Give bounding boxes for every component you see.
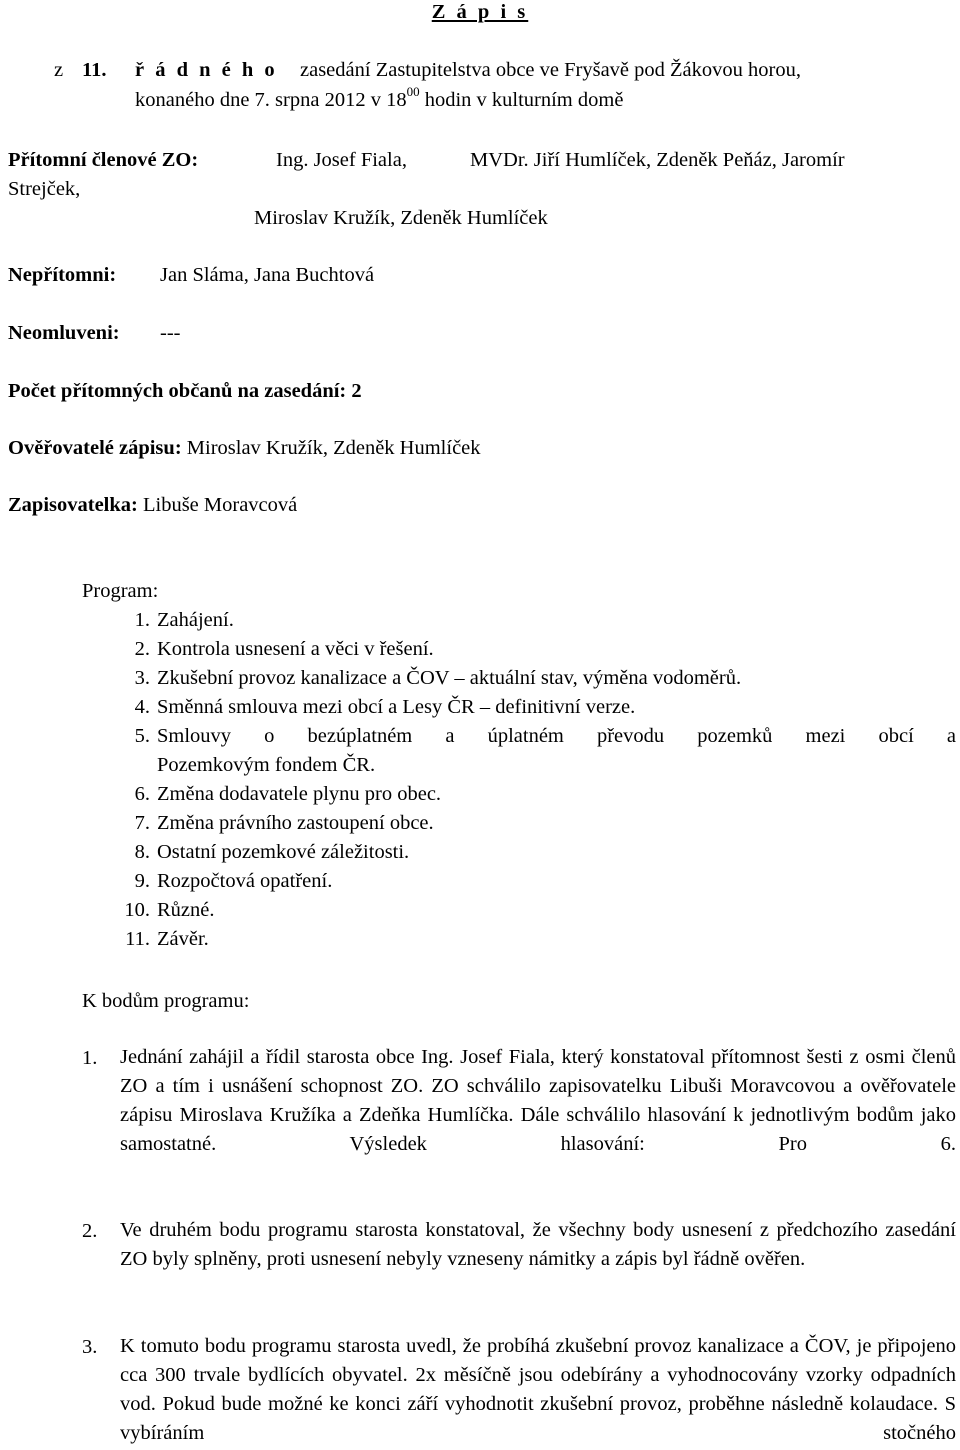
program-item-text: Ostatní pozemkové záležitosti. (157, 841, 410, 863)
verifiers-line (8, 436, 481, 460)
unexcused-label: Neomluveni: (8, 322, 120, 344)
absent-label: Nepřítomni: (8, 264, 117, 286)
header-radneho: ř á d n é h o (135, 59, 278, 81)
program-item-num: 9. (134, 870, 150, 892)
program-item-text: Různé. (157, 899, 215, 921)
point-text: Ve druhém bodu programu starosta konstatoval, že všechny body usnesení z předchozího zasedání ZO byly splněny, proti usnesení nebyly vzneseny námitky a zápis byl řádně ověřen. (120, 1219, 956, 1270)
point-text: Jednání zahájil a řídil starosta obce Ing. Josef Fiala, který konstatoval přítomnost šesti z osmi členů ZO a tím i usnášení schopnost ZO. ZO schválilo zapisovatelku Libuši Moravcovou a ověřovatele zápisu Miroslava Kružíka a Zdeňka Humlíčka. Dále schválilo hlasování k jednotlivým bodům jako samostatné. Výsledek hlasování: Pro 6. (120, 1046, 956, 1155)
program-item-text: Zahájení. (157, 609, 234, 631)
program-item-num: 10. (124, 899, 150, 921)
point-num: 3. (82, 1336, 98, 1358)
present-names-1: Ing. Josef Fiala, (276, 149, 407, 171)
program-item-text: Změna dodavatele plynu pro obec. (157, 783, 442, 805)
program-item-num: 2. (134, 638, 150, 660)
header-number: 11. (82, 59, 107, 81)
program-item-num: 8. (134, 841, 150, 863)
point-num: 2. (82, 1220, 98, 1242)
point-num: 1. (82, 1047, 98, 1069)
program-item-text: Smlouvy o bezúplatném a úplatném převodu pozemků mezi obcí a (157, 725, 956, 747)
program-item-text: Směnná smlouva mezi obcí a Lesy ČR – definitivní verze. (157, 696, 636, 718)
present-label: Přítomní členové ZO: (8, 149, 199, 171)
point-text: K tomuto bodu programu starosta uvedl, že probíhá zkušební provoz kanalizace a ČOV, je připojeno cca 300 trvale bydlících obyvatel. 2x měsíčně jsou odebírány a vyhodnocovány vzorky odpadních vod. Pokud bude možné ke konci září vyhodnotit zkušební provoz, proběhne následně kolaudace. S vybíráním stočného (120, 1335, 956, 1444)
program-item-text-cont: Pozemkovým fondem ČR. (157, 754, 376, 776)
header-z: z (54, 59, 64, 81)
present-names-2: MVDr. Jiří Humlíček, Zdeněk Peňáz, Jaromír (470, 149, 845, 171)
citizens-count: Počet přítomných občanů na zasedání: 2 (8, 380, 362, 402)
program-item-num: 1. (134, 609, 150, 631)
points-heading: K bodům programu: (82, 990, 250, 1012)
program-item-text: Závěr. (157, 928, 209, 950)
absent-names: Jan Sláma, Jana Buchtová (160, 264, 375, 286)
present-names-4: Miroslav Kružík, Zdeněk Humlíček (254, 207, 548, 229)
program-item-num: 7. (134, 812, 150, 834)
recorder-label: Zapisovatelka: (8, 494, 138, 516)
recorder-value: Libuše Moravcová (137, 494, 298, 516)
program-item-num: 4. (134, 696, 150, 718)
program-item-text: Rozpočtová opatření. (157, 870, 333, 892)
recorder-line (8, 493, 297, 517)
header-line1: zasedání Zastupitelstva obce ve Fryšavě pod Žákovou horou, (300, 59, 801, 81)
unexcused-value: --- (160, 322, 181, 344)
program-item-num: 11. (125, 928, 150, 950)
program-item-num: 6. (134, 783, 150, 805)
present-names-3: Strejček, (8, 178, 81, 200)
program-item-text: Zkušební provoz kanalizace a ČOV – aktuální stav, výměna vodoměrů. (157, 667, 742, 689)
verifiers-value: Miroslav Kružík, Zdeněk Humlíček (181, 437, 481, 459)
program-item-text: Změna právního zastoupení obce. (157, 812, 434, 834)
header-line2: konaného dne 7. srpna 2012 v $18^{00}$ hodin v kulturním domě (135, 84, 624, 111)
verifiers-label: Ověřovatelé zápisu: (8, 437, 182, 459)
program-heading: Program: (82, 580, 159, 602)
document-title: Z á p i s (431, 1, 529, 23)
program-item-num: 5. (134, 725, 150, 747)
program-item-text: Kontrola usnesení a věci v řešení. (157, 638, 434, 660)
program-item-num: 3. (134, 667, 150, 689)
